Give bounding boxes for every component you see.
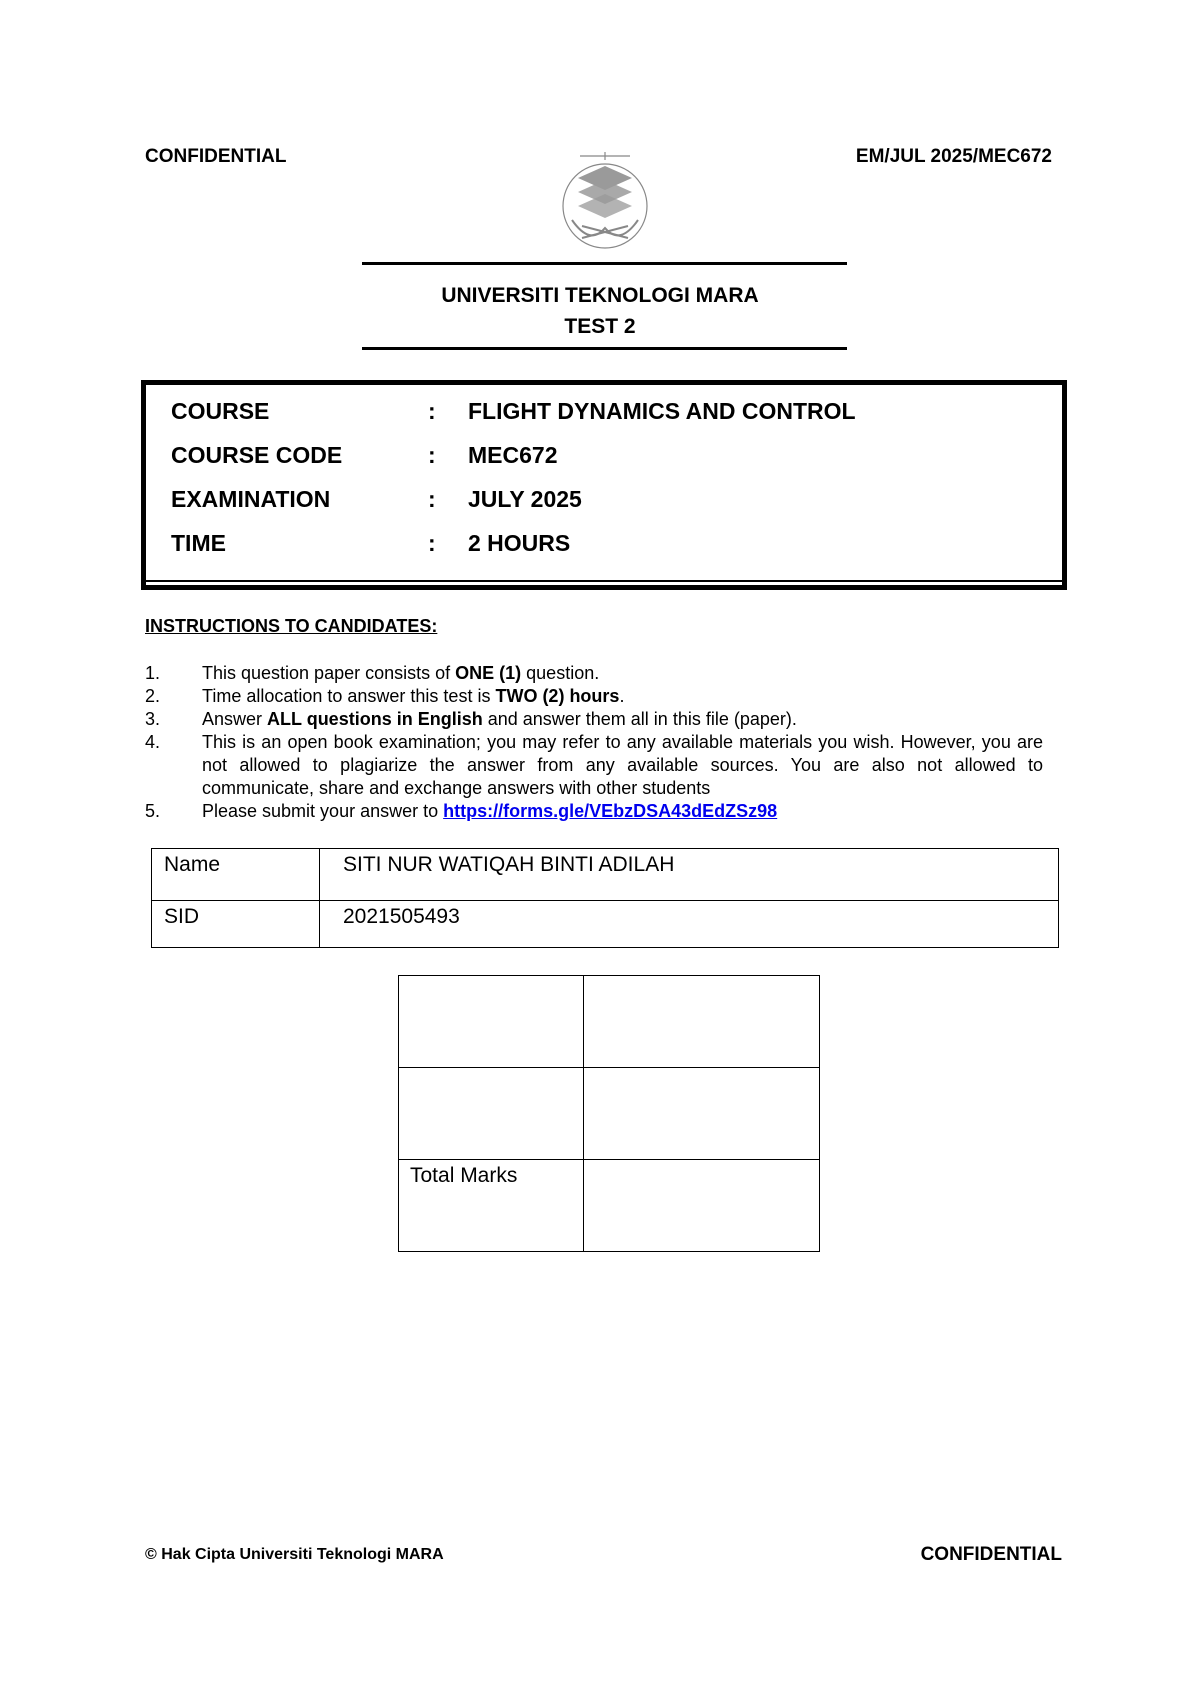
total-marks-value [584,1160,820,1252]
instruction-number: 3. [145,709,161,729]
instructions-list [145,662,1043,823]
name-label: Name [152,849,320,901]
info-label: TIME [171,530,226,556]
info-row-examination [146,486,1062,516]
instruction-text: This is an open book examination; you may refer to any available materials you wish. However, you are not allowed to plagiarize the answer from any available sources. You are also not allowed to communicate, share and exchange answers with other students [202,732,1043,798]
copyright-footer: © Hak Cipta Universiti Teknologi MARA [145,1546,444,1563]
info-colon: : [428,398,436,424]
info-colon: : [428,486,436,512]
info-label: COURSE CODE [171,442,343,468]
instruction-emphasis: TWO (2) hours [495,686,620,706]
student-details-table [151,848,1059,948]
confidential-header: CONFIDENTIAL [145,146,287,167]
info-value: 2 HOURS [468,530,571,556]
uitm-crest-icon [560,148,650,253]
table-row [152,849,1059,901]
test-title: TEST 2 [564,315,636,338]
info-value: MEC672 [468,442,558,468]
instruction-text: Time allocation to answer this test is [202,686,496,706]
info-row-course [146,398,1062,428]
instruction-text: Please submit your answer to [202,801,444,821]
total-marks-label: Total Marks [399,1160,584,1252]
info-colon: : [428,442,436,468]
instruction-number: 4. [145,732,161,752]
instruction-number: 5. [145,801,161,821]
info-value: JULY 2025 [468,486,582,512]
instruction-item [145,731,1043,800]
instruction-item [145,685,1043,708]
info-label: COURSE [171,398,270,424]
instruction-text: question. [521,663,600,683]
title-rule-top [362,262,847,265]
table-row [152,901,1059,948]
sid-label: SID [152,901,320,948]
instruction-number: 1. [145,663,161,683]
instruction-text: and answer them all in this file (paper). [482,709,797,729]
info-row-time [146,530,1062,560]
marks-table [398,975,820,1252]
info-colon: : [428,530,436,556]
marks-value-cell [584,976,820,1068]
instruction-item [145,662,1043,685]
confidential-footer: CONFIDENTIAL [920,1544,1062,1565]
marks-value-cell [584,1068,820,1160]
instruction-text: . [619,686,625,706]
instruction-text: This question paper consists of [202,663,456,683]
instruction-text: Answer [202,709,268,729]
table-row [399,1160,820,1252]
info-label: EXAMINATION [171,486,331,512]
marks-label-cell [399,1068,584,1160]
table-row [399,1068,820,1160]
instruction-item [145,800,1043,823]
marks-label-cell [399,976,584,1068]
instructions-title: INSTRUCTIONS TO CANDIDATES: [145,616,438,636]
sid-value: 2021505493 [320,901,1059,948]
instruction-number: 2. [145,686,161,706]
info-value: FLIGHT DYNAMICS AND CONTROL [468,398,856,424]
submission-link[interactable]: https://forms.gle/VEbzDSA43dEdZSz98 [443,801,778,821]
instruction-emphasis: ONE (1) [455,663,522,683]
paper-code: EM/JUL 2025/MEC672 [855,146,1052,167]
instruction-emphasis: ALL questions in English [267,709,483,729]
info-row-course-code [146,442,1062,472]
instruction-item [145,708,1043,731]
course-info-box [141,380,1067,590]
name-value: SITI NUR WATIQAH BINTI ADILAH [320,849,1059,901]
title-rule-bottom [362,347,847,350]
table-row [399,976,820,1068]
title-block [0,280,1200,342]
university-name: UNIVERSITI TEKNOLOGI MARA [441,284,759,307]
